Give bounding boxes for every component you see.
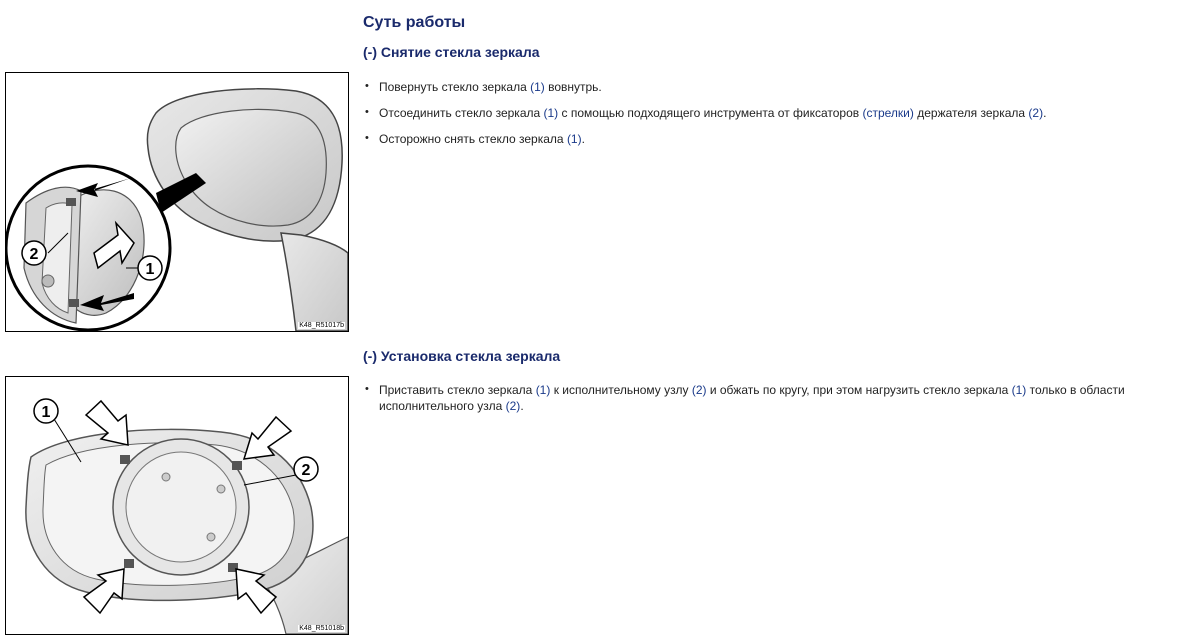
step-text: Повернуть стекло зеркала [379,80,531,94]
step-text: . [520,399,524,413]
reference-marker: (1) [1011,383,1027,397]
page-title: Суть работы [363,14,466,31]
figure-code: K48_R51018b [299,625,344,632]
step-text: держателя зеркала [913,106,1029,120]
section-heading-removal: (-) Снятие стекла зеркала [363,44,540,60]
removal-steps-list [363,79,1189,157]
step-item [363,131,1189,147]
reference-marker: (2) [691,383,707,397]
step-text: . [581,132,585,146]
step-text: и обжать по кругу, при этом нагрузить стекло зеркала [706,383,1012,397]
reference-marker: (1) [535,383,551,397]
figure-code: K48_R51017b [299,322,344,329]
installation-steps-list [363,382,1183,424]
reference-marker: (1) [543,106,559,120]
reference-marker: (1) [566,132,582,146]
step-item [363,382,1183,414]
step-item [363,79,1189,95]
step-text: . [1043,106,1047,120]
mirror-removal-illustration [5,72,349,332]
reference-marker: (стрелки) [862,106,914,120]
step-text: только в области исполнительного узла [379,383,1125,413]
step-text: вовнутрь. [544,80,602,94]
callout-1: 1 [41,404,51,421]
step-text: Отсоединить стекло зеркала [379,106,544,120]
callout-1: 1 [145,261,155,278]
callout-2: 2 [301,462,311,479]
callout-2: 2 [29,246,39,263]
reference-marker: (2) [505,399,521,413]
reference-marker: (2) [1028,106,1044,120]
step-text: Приставить стекло зеркала [379,383,536,397]
step-text: к исполнительному узлу [550,383,692,397]
mirror-installation-illustration [5,376,349,635]
section-heading-installation: (-) Установка стекла зеркала [363,348,561,364]
reference-marker: (1) [530,80,545,94]
step-text: с помощью подходящего инструмента от фиксаторов [558,106,863,120]
step-text: Осторожно снять стекло зеркала [379,132,567,146]
step-item [363,105,1189,121]
